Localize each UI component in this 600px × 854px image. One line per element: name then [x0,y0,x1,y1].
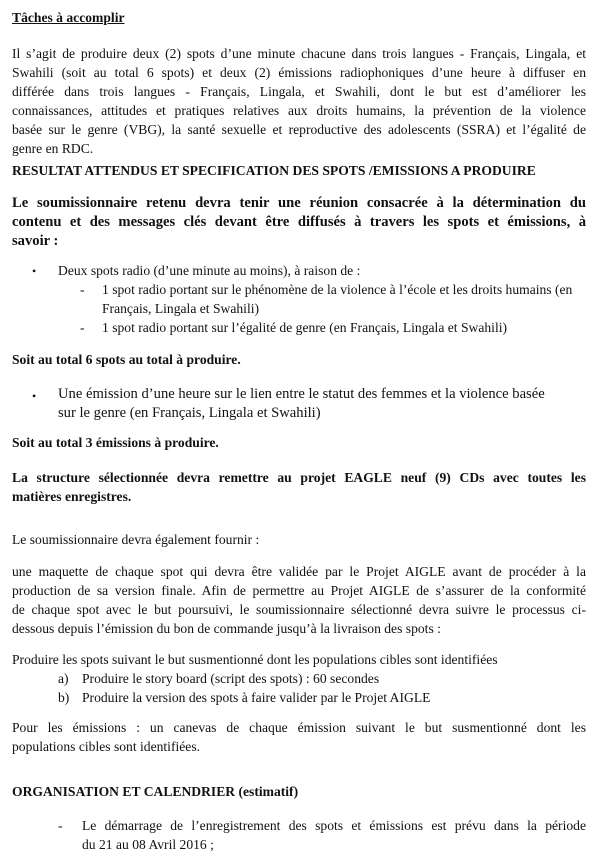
total-emissions: Soit au total 3 émissions à produire. [12,435,219,450]
bullet-marker: • [32,389,37,403]
intro-line: connaissances, attitudes et pratiques relatives aux droits humains, la prévention de la violence [12,103,586,118]
list-marker-b: b) [58,690,70,705]
fournir-text: Le soumissionnaire devra également fournir : [12,532,260,547]
list-item-story-board: Produire le story board (script des spots) : 60 secondes [82,671,380,686]
heading-taches: Tâches à accomplir [12,10,125,25]
emissions-paragraph: Pour les émissions : un canevas de chaque émission suivant le but susmentionné dont les populations cibles sont identifiées. [12,720,586,754]
intro-line: Swahili (soit au total 6 spots) et deux (2) émissions radiophoniques d’une heure à diffuser en [12,65,586,80]
bold-paragraph-reunion [12,194,586,251]
list-item-version-spots: Produire la version des spots à faire valider par le Projet AIGLE [82,690,431,705]
intro-line: Il s’agit de produire deux (2) spots d’une minute chacune dans trois langues - Français, Lingala, et [12,46,586,61]
intro-line: différée dans trois langues - Français, Lingala, et Swahili, dont le but est d’améliorer les [12,84,586,99]
list-marker-a: a) [58,671,69,686]
intro-line: genre en RDC. [12,141,94,156]
dash-marker: - [80,282,85,297]
bullet-spots-radio: Deux spots radio (d’une minute au moins), à raison de : [58,263,361,278]
dash-marker: - [58,818,63,833]
bold-line: Le soumissionnaire retenu devra tenir une réunion consacrée à la détermination du [12,195,586,211]
bullet-emission: Une émission d’une heure sur le lien entre le statut des femmes et la violence basée sur le genre (en Français, Lingala et Swahili) [58,386,545,421]
intro-line: basée sur le genre (VBG), la santé sexuelle et reproductive des adolescents (SSRA) et l’égalité de [12,122,586,137]
bold-line: contenu et des messages clés devant être diffusés à travers les spots et émissions, à [12,214,586,230]
intro-paragraph [12,44,586,158]
dash-marker: - [80,320,85,335]
total-spots: Soit au total 6 spots au total à produire. [12,352,241,367]
cds-paragraph: La structure sélectionnée devra remettre au projet EAGLE neuf (9) CDs avec toutes les matières enregistres. [12,470,586,504]
bullet-marker: • [32,264,37,278]
sub-item-egalite-genre: 1 spot radio portant sur l’égalité de genre (en Français, Lingala et Swahili) [102,320,508,335]
demarrage-item: Le démarrage de l’enregistrement des spots et émissions est prévu dans la période du 21 au 08 Avril 2016 ; [82,818,586,852]
maquette-paragraph: une maquette de chaque spot qui devra être validée par le Projet AIGLE avant de procéder à la production de sa version finale. Afin de permettre au Projet AIGLE de s’assurer de la conformité de chaque spot avec le but poursuivi, le soumissionnaire sélectionné devra suivre le processus ci- dessous depuis l’émission du bon de commande jusqu’à la livraison des spots : [12,564,586,636]
section-title-organisation: ORGANISATION ET CALENDRIER (estimatif) [12,784,299,799]
produire-text: Produire les spots suivant le but susmentionné dont les populations cibles sont identifiées [12,652,498,667]
bold-line: savoir : [12,233,59,249]
sub-item-violence-ecole: 1 spot radio portant sur le phénomène de la violence à l’école et les droits humains (en Français, Lingala et Swahili) [102,282,573,316]
section-title-resultat: RESULTAT ATTENDUS ET SPECIFICATION DES SPOTS /EMISSIONS A PRODUIRE [12,163,536,178]
